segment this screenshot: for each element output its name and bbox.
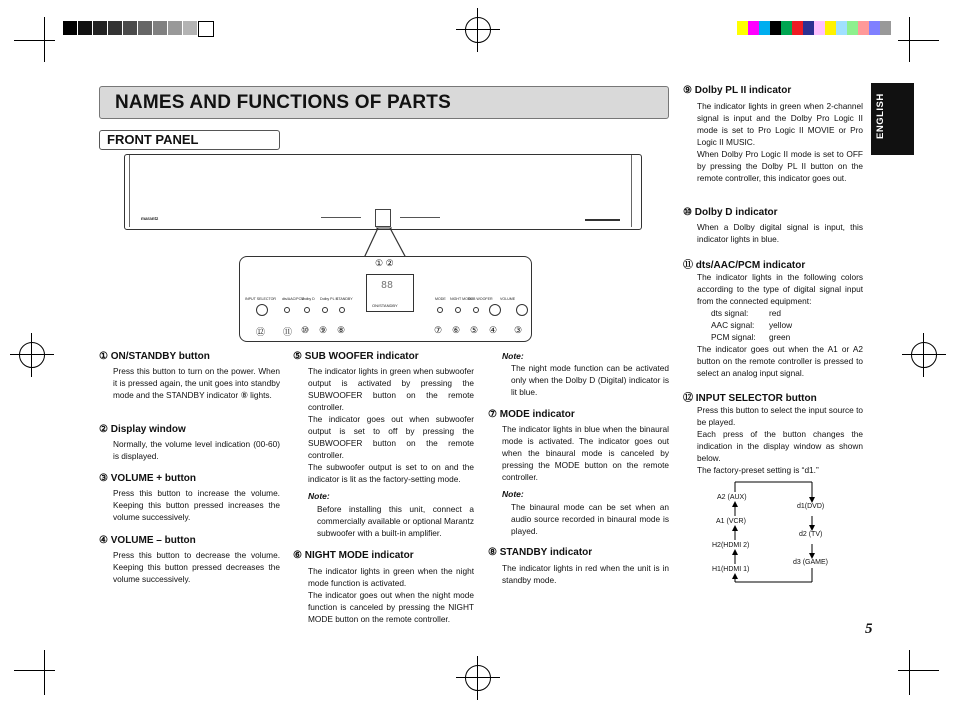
zoom-label-standby: STANDBY	[336, 297, 353, 301]
item-10-text: When a Dolby digital signal is input, this indicator lights in blue.	[697, 222, 863, 244]
item-11-row-3-value: green	[769, 332, 791, 342]
sub-woofer-led	[473, 307, 479, 313]
item-5-note: Before installing this unit, connect a commercially available or optional Marantz subwoofer with a built-in amplifier.	[317, 504, 474, 538]
item-10-title: Dolby D indicator	[694, 207, 778, 218]
color-swatch	[737, 21, 748, 35]
gray-swatch	[63, 21, 77, 35]
diagram-d1: d1(DVD)	[797, 503, 825, 510]
item-8-text: The indicator lights in red when the unit is in standby mode.	[502, 563, 669, 585]
page-title-bar	[99, 86, 669, 119]
item-5-title: SUB WOOFER indicator	[304, 351, 419, 362]
color-swatch	[825, 21, 836, 35]
item-2-title: Display window	[110, 424, 186, 435]
item-2-text: Normally, the volume level indication (00-60) is displayed.	[113, 439, 280, 461]
item-8-title: STANDBY indicator	[499, 547, 593, 558]
item-1-text: Press this button to turn on the power. When it is pressed again, the unit goes into standby mode and the STANDBY indicator ⑧ lights.	[113, 366, 280, 400]
item-7-title: MODE indicator	[499, 409, 575, 420]
color-swatch	[847, 21, 858, 35]
language-tab-label: ENGLISH	[875, 93, 886, 139]
item-7-text: The indicator lights in blue when the binaural mode is activated. The indicator goes out when the binaural mode is canceled by pressing the MODE button on the remote controller.	[502, 424, 669, 482]
item-9-text2: When Dolby Pro Logic II mode is set to OFF by pressing the Dolby PL II button on the remote controller, this indicator goes out.	[697, 149, 863, 183]
callout-number: ③	[514, 325, 523, 335]
zoom-display-digits: 88	[381, 280, 394, 291]
diagram-h2: H2(HDMI 2)	[712, 542, 750, 549]
zoom-display-window	[366, 274, 414, 312]
item-6-note-text: The night mode function can be activated only when the Dolby D (Digital) indicator is lit blue.	[511, 363, 669, 397]
color-swatch	[814, 21, 825, 35]
mode-led	[437, 307, 443, 313]
color-swatch	[792, 21, 803, 35]
volume-minus-knob	[489, 304, 501, 316]
item-12-text3: The factory-preset setting is “d1.”	[697, 465, 819, 475]
item-7-note-label: Note:	[502, 489, 524, 499]
page-title: NAMES AND FUNCTIONS OF PARTS	[115, 92, 451, 113]
callout-number: ④	[489, 325, 498, 335]
dolby-d-led	[304, 307, 310, 313]
section-title: FRONT PANEL	[107, 132, 199, 147]
diagram-d2: d2 (TV)	[799, 531, 823, 538]
gray-swatch	[123, 21, 137, 35]
panel-display-window	[375, 209, 391, 227]
callout-number: ⑤	[470, 325, 479, 335]
item-6-note-label: Note:	[502, 351, 524, 361]
item-5-text3: The subwoofer output is set to on and the indicator is lit as the factory-setting mode.	[308, 462, 474, 484]
zoom-label-dts: dts/AAC/PCM	[282, 297, 305, 301]
gray-swatch	[138, 21, 152, 35]
callout-number: ⑥	[452, 325, 461, 335]
color-swatch	[858, 21, 869, 35]
diagram-arrows	[700, 480, 840, 590]
callout-number: ⑪	[283, 327, 293, 337]
item-11-row-2-value: yellow	[769, 320, 793, 330]
zoom-label-sub-woofer: SUB WOOFER	[468, 297, 493, 301]
front-panel-illustration	[124, 154, 642, 230]
dolby-pl-led	[322, 307, 328, 313]
item-5-note-label: Note:	[308, 491, 330, 501]
item-11-text2: The indicator goes out when the A1 or A2 button on the remote controller is pressed to select an analog input signal.	[697, 344, 863, 378]
item-4-title: VOLUME – button	[110, 535, 196, 546]
gray-swatch	[153, 21, 167, 35]
item-3-title: VOLUME + button	[110, 473, 197, 484]
zoom-label-volume: VOLUME	[500, 297, 516, 301]
color-swatch	[869, 21, 880, 35]
page-number: 5	[865, 621, 873, 637]
callout-number: ⑨	[319, 325, 328, 335]
item-11-row-3-label: PCM signal:	[711, 332, 756, 342]
item-12-text2: Each press of the button changes the indication in the display window as shown below.	[697, 429, 863, 463]
item-6-title: NIGHT MODE indicator	[304, 550, 414, 561]
callout-1-2: ① ②	[375, 258, 394, 268]
callout-number: ⑦	[434, 325, 443, 335]
diagram-a2: A2 (AUX)	[717, 494, 747, 501]
gray-swatch	[78, 21, 92, 35]
item-5-text2: The indicator goes out when subwoofer output is set to off by pressing the SUBWOOFER button on the remote controller.	[308, 414, 474, 460]
item-11-row-1-value: red	[769, 308, 781, 318]
diagram-a1: A1 (VCR)	[716, 518, 746, 525]
item-12-text: Press this button to select the input source to be played.	[697, 405, 863, 427]
gray-swatch	[183, 21, 197, 35]
dts-led	[284, 307, 290, 313]
zoom-label-dolby-d: Dolby D	[302, 297, 315, 301]
zoom-display-label: ON/STANDBY	[372, 303, 398, 308]
gray-swatch	[198, 21, 214, 37]
gray-swatch	[93, 21, 107, 35]
item-11-text: The indicator lights in the following colors according to the type of digital signal input from the connected equipment:	[697, 272, 863, 306]
color-swatch	[770, 21, 781, 35]
zoom-label-dolby-pl: Dolby PL II	[320, 297, 338, 301]
item-9-text: The indicator lights in green when 2-channel signal is input and the Dolby Pro Logic II mode is set to Pro Logic II MOVIE or Pro Logic II MUSIC.	[697, 101, 863, 147]
color-swatch	[748, 21, 759, 35]
gray-swatch	[108, 21, 122, 35]
item-5-text: The indicator lights in green when subwoofer output is activated by pressing the SUBWOOFER button on the remote controller.	[308, 366, 474, 412]
item-7-note: The binaural mode can be set when an audio source recorded in binaural mode is played.	[511, 502, 669, 536]
zoom-label-mode: MODE	[435, 297, 446, 301]
item-9-title: Dolby PL II indicator	[694, 85, 792, 96]
callout-number: ⑫	[256, 327, 266, 337]
color-swatch	[759, 21, 770, 35]
callout-number: ⑧	[337, 325, 346, 335]
item-4-text: Press this button to decrease the volume. Keeping this button pressed decreases the volume successively.	[113, 550, 280, 584]
volume-plus-knob	[516, 304, 528, 316]
input-selector-knob	[256, 304, 268, 316]
standby-led	[339, 307, 345, 313]
item-6-text: The indicator lights in green when the night mode function is activated.	[308, 566, 474, 588]
night-mode-led	[455, 307, 461, 313]
language-tab	[871, 83, 914, 155]
item-12-title: INPUT SELECTOR button	[695, 393, 817, 404]
color-swatch	[803, 21, 814, 35]
item-11-row-1-label: dts signal:	[711, 308, 749, 318]
item-6-text2: The indicator goes out when the night mode function is canceled by pressing the NIGHT MODE button on the remote controller.	[308, 590, 474, 624]
gray-swatch	[168, 21, 182, 35]
section-title-bar	[99, 130, 280, 150]
item-11-title: dts/AAC/PCM indicator	[695, 260, 806, 271]
diagram-d3: d3 (GAME)	[793, 559, 829, 566]
color-swatch	[781, 21, 792, 35]
callout-number: ⑩	[301, 325, 310, 335]
item-3-text: Press this button to increase the volume. Keeping this button pressed increases the volume successively.	[113, 488, 280, 522]
color-swatch	[880, 21, 891, 35]
item-11-row-2-label: AAC signal:	[711, 320, 755, 330]
item-1-title: ON/STANDBY button	[110, 351, 210, 362]
panel-brand: marantz	[141, 216, 159, 221]
zoom-label-input-selector: INPUT SELECTOR	[245, 297, 277, 301]
zoom-label-night-mode: NIGHT MODE	[450, 297, 473, 301]
diagram-h1: H1(HDMI 1)	[712, 566, 750, 573]
color-swatch	[836, 21, 847, 35]
